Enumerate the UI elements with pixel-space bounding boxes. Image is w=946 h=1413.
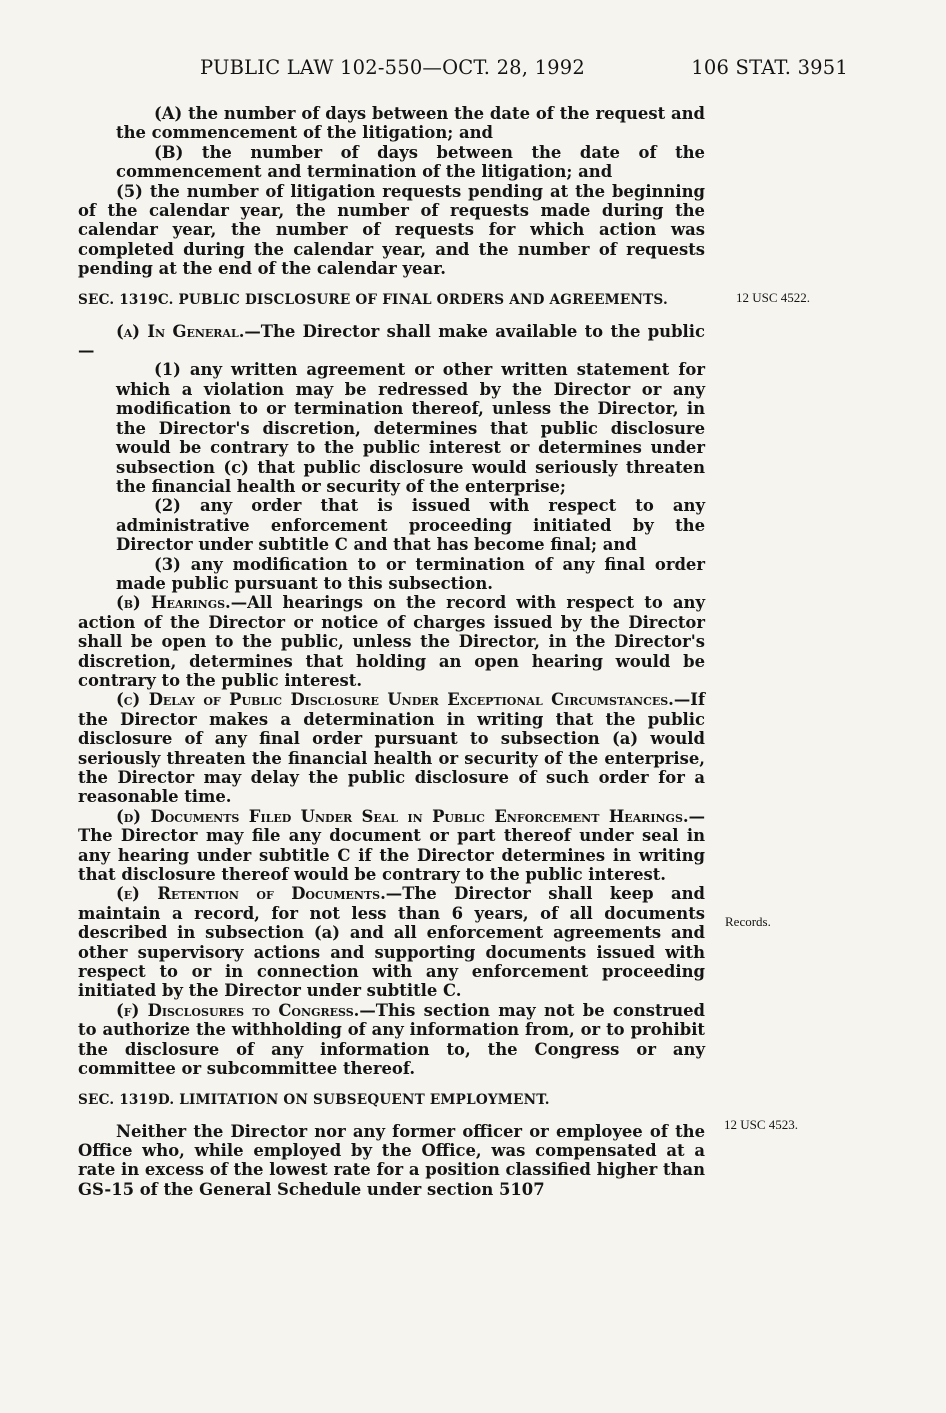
section-heading-1319c: SEC. 1319C. PUBLIC DISCLOSURE OF FINAL ORDERS AND AGREEMENTS. xyxy=(78,291,668,308)
subsection-a-text: —The Director shall make available to the public— xyxy=(78,321,705,361)
subsection-f-text: —This section may not be construed to authorize the withholding of any information from, or to prohibit the disclosure of any information to, the Congress or any committee or subcommittee thereof. xyxy=(78,1000,706,1079)
subsection-e-heading: (e) Retention of Documents. xyxy=(116,884,386,904)
subsection-d xyxy=(78,807,705,885)
subsection-f xyxy=(78,1001,705,1079)
subsection-a xyxy=(78,322,705,361)
body-text xyxy=(78,104,705,1199)
paragraph-a3: (3) any modification to or termination of any final order made public pursuant to this subsection. xyxy=(116,554,705,593)
subsection-e-text: —The Director shall keep and maintain a record, for not less than 6 years, of all documents described in subsection (a) and all enforcement agreements and other supervisory actions and supporting documents issued with respect to or in connection with any enforcement proceeding initiated by the Director under subtitle C. xyxy=(78,884,705,1001)
paragraph-a-item: (A) the number of days between the date of the request and the commencement of the litigation; and xyxy=(116,104,705,143)
subsection-d-heading: (d) Documents Filed Under Seal in Public Enforcement Hearings. xyxy=(116,806,689,826)
paragraph-a2: (2) any order that is issued with respect to any administrative enforcement proceeding initiated by the Director under subtitle C and that has become final; and xyxy=(116,496,705,555)
paragraph-a1: (1) any written agreement or other written statement for which a violation may be redressed by the Director or any modification to or termination thereof, unless the Director, in the Director's discretion, determines that public disclosure would be contrary to the public interest or determines under subsection (c) that public disclosure would seriously threaten the financial health or security of the enterprise; xyxy=(116,360,705,496)
subsection-c-heading: (c) Delay of Public Disclosure Under Exceptional Circumstances. xyxy=(116,690,674,710)
subsection-b-heading: (b) Hearings. xyxy=(116,593,231,613)
subsection-d-text: —The Director may file any document or part thereof under seal in any hearing under subtitle C if the Director determines in writing that disclosure thereof would be contrary to the public interest. xyxy=(78,806,705,885)
running-title: PUBLIC LAW 102-550—OCT. 28, 1992 xyxy=(200,56,586,79)
subsection-a-heading: (a) In General. xyxy=(116,321,245,341)
page-header xyxy=(78,56,848,86)
subsection-b xyxy=(78,593,705,690)
section-heading-1319d: SEC. 1319D. LIMITATION ON SUBSEQUENT EMPLOYMENT. xyxy=(78,1091,550,1108)
subsection-c-text: —If the Director makes a determination in writing that the public disclosure of any final order pursuant to subsection (a) would seriously threaten the financial health or security of the enterprise, the Director may delay the public disclosure of such order for a reasonable time. xyxy=(78,690,705,807)
paragraph-limitation: Neither the Director nor any former officer or employee of the Office who, while employed by the Office, was compensated at a rate in excess of the lowest rate for a position classified higher than GS-15 of the General Schedule under section 5107 xyxy=(78,1121,705,1199)
paragraph-item-5: (5) the number of litigation requests pending at the beginning of the calendar year, the number of requests made during the calendar year, the number of requests for which action was completed during the calendar year, and the number of requests pending at the end of the calendar year. xyxy=(78,181,705,279)
margin-note-usc-4522: 12 USC 4522. xyxy=(736,290,811,305)
stat-page-number: 106 STAT. 3951 xyxy=(691,56,848,79)
subsection-f-heading: (f) Disclosures to Congress. xyxy=(116,1000,360,1020)
subsection-c xyxy=(78,690,705,806)
margin-note-records: Records. xyxy=(725,914,771,929)
subsection-e xyxy=(78,884,705,1000)
margin-note-usc-4523: 12 USC 4523. xyxy=(724,1117,799,1132)
subsection-b-text: —All hearings on the record with respect to any action of the Director or notice of charges issued by the Director shall be open to the public, unless the Director, in the Director's discretion, determines that holding an open hearing would be contrary to the public interest. xyxy=(78,593,705,690)
paragraph-b-item: (B) the number of days between the date of the commencement and termination of the litigation; and xyxy=(116,142,705,182)
